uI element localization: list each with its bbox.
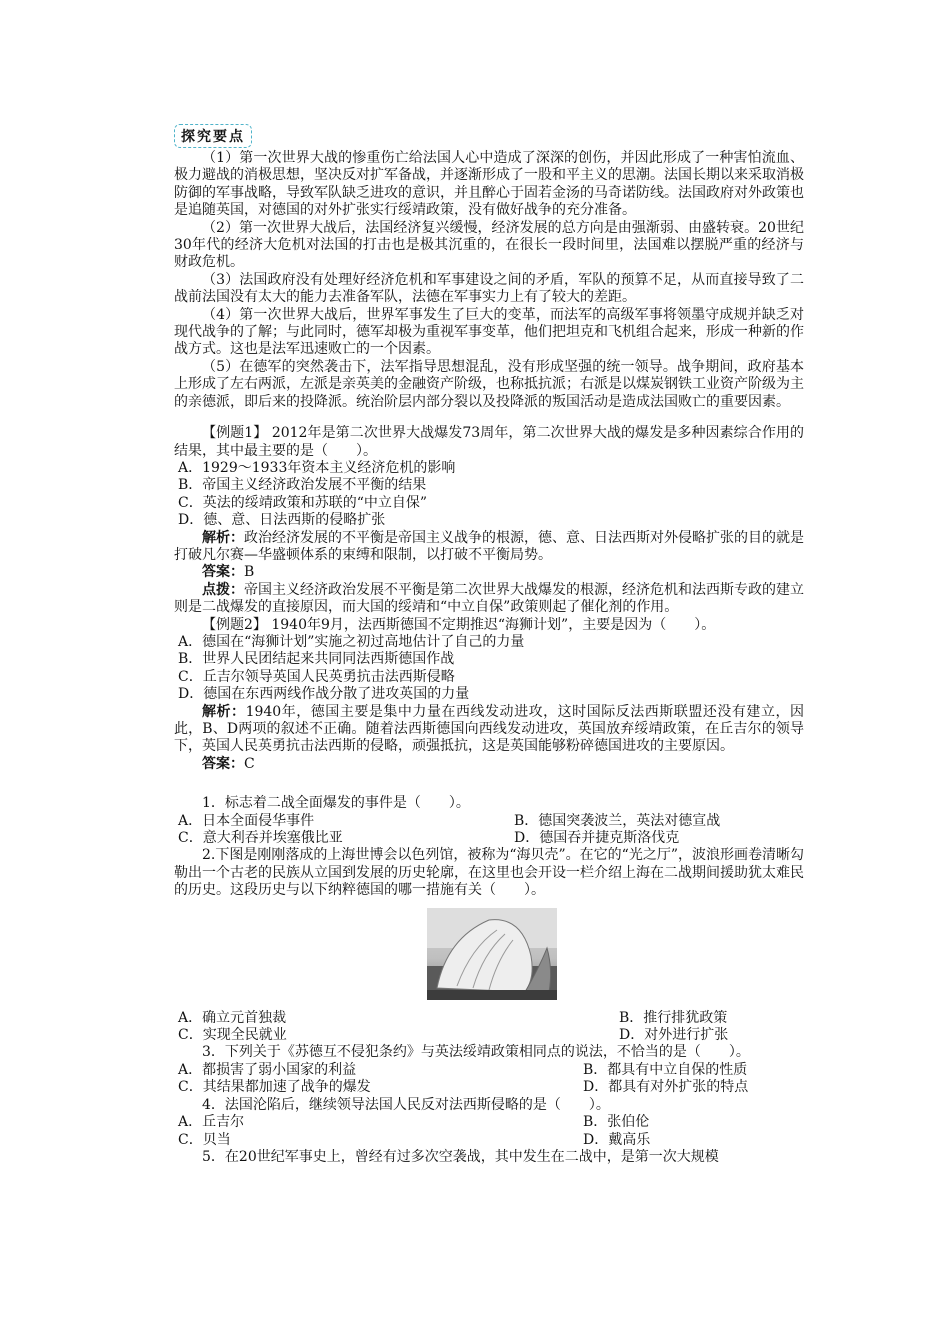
- exercise-3-stem: 3．下列关于《苏德互不侵犯条约》与英法绥靖政策相同点的说法，不恰当的是（ ）。: [202, 1044, 750, 1061]
- answer-label: 答案：: [202, 755, 244, 772]
- answer-text: B: [244, 564, 255, 581]
- israel-pavilion-photo: [427, 908, 557, 1000]
- exercise-2-stem: 2.下图是刚刚落成的上海世博会以色列馆，被称为“海贝壳”。在它的“光之厅”，波浪形画卷清晰勾勒出一个古老的民族从立国到发展的历史轮廓，在这里也会开设一栏介绍上海在二战期间援助犹太难民的历史。这段历史与以下纳粹德国的哪一措施有关（ ）。: [174, 847, 804, 899]
- answer-text: C: [244, 755, 255, 772]
- spacer: [174, 411, 804, 425]
- exercise-1-stem: 1．标志着二战全面爆发的事件是（ ）。: [202, 795, 470, 812]
- exercise-4-option-b: B．张伯伦: [583, 1114, 650, 1131]
- exercise-2-option-a: A．确立元首独裁: [178, 1009, 287, 1026]
- example2-question: 【例题2】 1940年9月，法西斯德国不定期推迟“海狮计划”，主要是因为（ ）。: [202, 616, 716, 633]
- exercise-1-option-d: D．德国吞并捷克斯洛伐克: [514, 830, 680, 847]
- analysis-label: 解析：: [202, 529, 244, 546]
- example1-option-d: D．德、意、日法西斯的侵略扩张: [178, 512, 386, 529]
- exercise-4-options-row1: [174, 1114, 804, 1131]
- example2-option-b: B．世界人民团结起来共同同法西斯德国作战: [178, 651, 455, 668]
- exercise-3-option-c: C．其结果都加速了战争的爆发: [178, 1079, 371, 1096]
- analysis-label: 解析：: [202, 703, 246, 720]
- document-page: [174, 124, 804, 1166]
- example2-answer: [174, 756, 804, 773]
- exercise-1-options-row1: [174, 813, 804, 830]
- point-5: （5）在德军的突然袭击下，法军指导思想混乱，没有形成坚强的统一领导。战争期间，政府基本上形成了左右两派，左派是亲英美的金融资产阶级，也称抵抗派；右派是以煤炭钢铁工业资产阶级为主的亲德派，即后来的投降派。统治阶层内部分裂以及投降派的叛国活动是造成法国败亡的重要因素。: [174, 358, 804, 410]
- exercise-4-stem: 4．法国沦陷后，继续领导法国人民反对法西斯侵略的是（ ）。: [202, 1096, 610, 1113]
- answer-label: 答案：: [202, 564, 244, 581]
- exercise-2-options-row1: [174, 1010, 804, 1027]
- analysis-text: 政治经济发展的不平衡是帝国主义战争的根源，德、意、日法西斯对外侵略扩张的目的就是打破凡尔赛—华盛顿体系的束缚和限制，以打破不平衡局势。: [174, 529, 804, 563]
- analysis-text: 1940年，德国主要是集中力量在西线发动进攻，这时国际反法西斯联盟还没有建立，因此，B、D两项的叙述不正确。随着法西斯德国向西线发动进攻，英国放弃绥靖政策，在丘吉尔的领导下，英国人民英勇抗击法西斯的侵略，顽强抵抗，这是英国能够粉碎德国进攻的主要原因。: [174, 703, 804, 755]
- section-title-badge: 探究要点: [174, 124, 252, 148]
- example2-analysis: [174, 704, 804, 756]
- seashell-building-illustration: [427, 908, 557, 1000]
- spacer: [174, 773, 804, 795]
- exercise-3-option-b: B．都具有中立自保的性质: [583, 1061, 748, 1078]
- exercise-3-option-a: A．都损害了弱小国家的利益: [178, 1061, 357, 1078]
- exercise-5-stem: 5．在20世纪军事史上，曾经有过多次空袭战，其中发生在二战中，是第一次大规模: [202, 1148, 719, 1165]
- example1-option-b: B．帝国主义经济政治发展不平衡的结果: [178, 477, 427, 494]
- example1-analysis: [174, 530, 804, 565]
- exercise-2-options-row2: [174, 1027, 804, 1044]
- tip-text: 帝国主义经济政治发展不平衡是第二次世界大战爆发的根源，经济危机和法西斯专政的建立则是二战爆发的直接原因，而大国的绥靖和“中立自保”政策则起了催化剂的作用。: [174, 581, 804, 616]
- exercise-4-option-c: C．贝当: [178, 1131, 231, 1148]
- exercise-1-option-c: C．意大利吞并埃塞俄比亚: [178, 830, 343, 847]
- exercise-4-option-a: A．丘吉尔: [178, 1114, 245, 1131]
- exercise-1-options-row2: [174, 830, 804, 847]
- exercise-2-option-d: D．对外进行扩张: [619, 1027, 729, 1044]
- example2-option-c: C．丘吉尔领导英国人民英勇抗击法西斯侵略: [178, 668, 455, 685]
- point-3: （3）法国政府没有处理好经济危机和军事建设之间的矛盾，军队的预算不足，从而直接导致了二战前法国没有太大的能力去准备军队，法德在军事实力上有了较大的差距。: [174, 271, 804, 306]
- exercise-1-option-a: A．日本全面侵华事件: [178, 812, 315, 829]
- exercise-2-option-c: C．实现全民就业: [178, 1027, 287, 1044]
- exercise-4-options-row2: [174, 1132, 804, 1149]
- exercise-3-options-row2: [174, 1079, 804, 1096]
- exercise-4-option-d: D．戴高乐: [583, 1131, 651, 1148]
- example1-tip: [174, 582, 804, 617]
- exercise-3-options-row1: [174, 1062, 804, 1079]
- point-2: （2）第一次世界大战后，法国经济复兴缓慢，经济发展的总方向是由强渐弱、由盛转衰。20世纪30年代的经济大危机对法国的打击也是极其沉重的，在很长一段时间里，法国难以摆脱严重的经济与财政危机。: [174, 219, 804, 271]
- example2-option-d: D．德国在东西两线作战分散了进攻英国的力量: [178, 686, 470, 703]
- point-4: （4）第一次世界大战后，世界军事发生了巨大的变革，而法军的高级军事将领墨守成规并缺乏对现代战争的了解；与此同时，德军却极为重视军事变革，他们把坦克和飞机组合起来，形成一种新的作战方式。这也是法军迅速败亡的一个因素。: [174, 306, 804, 358]
- example1-question: 【例题1】 2012年是第二次世界大战爆发73周年，第二次世界大战的爆发是多种因素综合作用的结果，其中最主要的是（ ）。: [174, 425, 804, 459]
- point-1: （1）第一次世界大战的惨重伤亡给法国人心中造成了深深的创伤，并因此形成了一种害怕流血、极力避战的消极思想，坚决反对扩军备战，并逐渐形成了一股和平主义的思潮。法国长期以来采取消极防御的军事战略，导致军队缺乏进攻的意识，并且醉心于固若金汤的马奇诺防线。法国政府对外政策也是追随英国，对德国的对外扩张实行绥靖政策，没有做好战争的充分准备。: [174, 150, 804, 219]
- example1-option-a: A．1929～1933年资本主义经济危机的影响: [178, 459, 456, 476]
- example1-option-c: C．英法的绥靖政策和苏联的“中立自保”: [178, 494, 428, 511]
- exercise-3-option-d: D．都具有对外扩张的特点: [583, 1079, 749, 1096]
- exercise-2-option-b: B．推行排犹政策: [619, 1009, 728, 1026]
- example2-option-a: A．德国在“海狮计划”实施之初过高地估计了自己的力量: [178, 633, 525, 650]
- exercise-1-option-b: B．德国突袭波兰，英法对德宣战: [514, 812, 721, 829]
- tip-label: 点拨：: [202, 581, 244, 598]
- example1-answer: [174, 564, 804, 581]
